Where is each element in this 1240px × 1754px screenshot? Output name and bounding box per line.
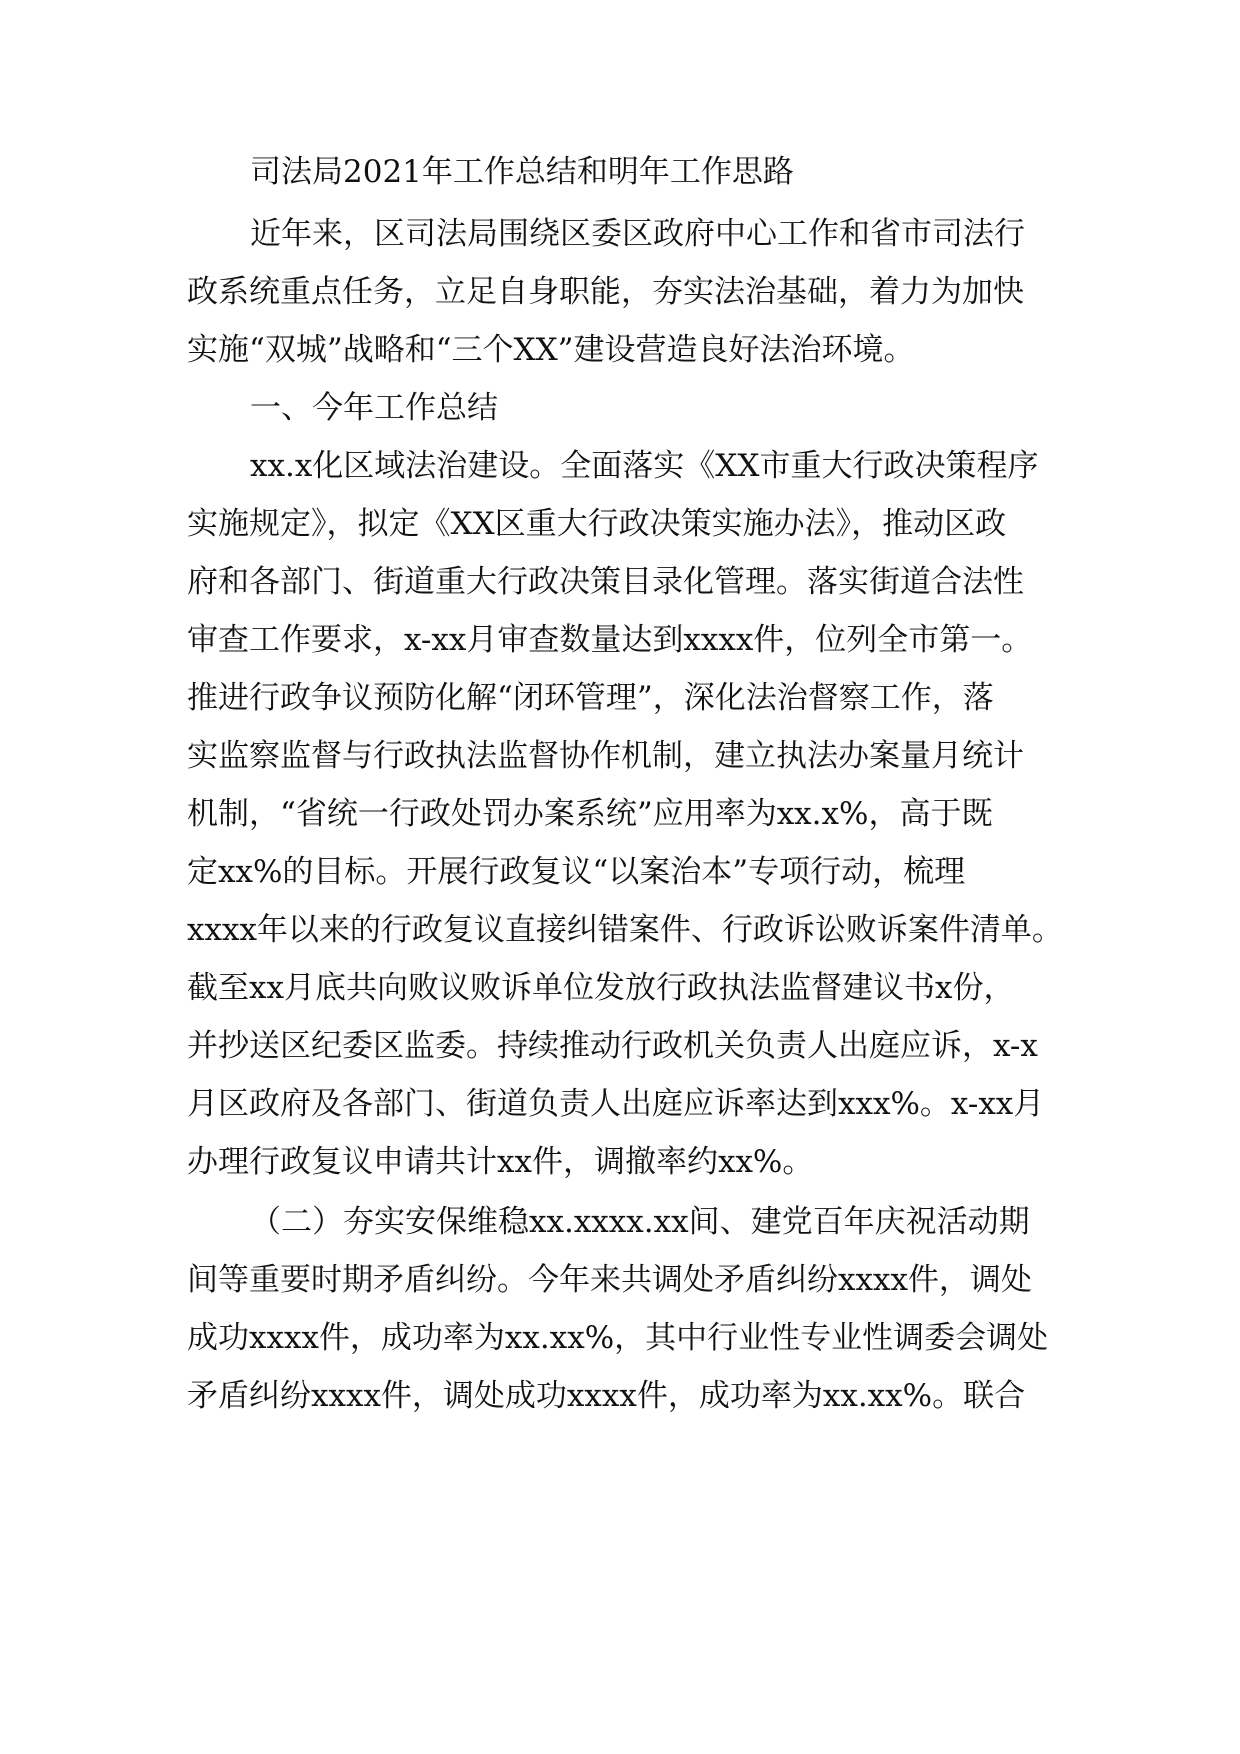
text-line: xx.x化区域法治建设。全面落实《XX市重大行政决策程序 [250, 448, 1039, 484]
text-line: 定xx%的目标。开展行政复议“以案治本”专项行动，梳理 [187, 854, 966, 890]
section-heading: 一、今年工作总结 [250, 390, 498, 426]
text-line: 成功xxxx件，成功率为xx.xx%，其中行业性专业性调委会调处 [187, 1320, 1049, 1356]
text-line: 并抄送区纪委区监委。持续推动行政机关负责人出庭应诉，x-x [187, 1028, 1038, 1064]
text-line: 矛盾纠纷xxxx件，调处成功xxxx件，成功率为xx.xx%。联合 [187, 1378, 1026, 1414]
text-line: 实施规定》，拟定《XX区重大行政决策实施办法》，推动区政 [187, 506, 1007, 542]
text-line: 办理行政复议申请共计xx件，调撤率约xx%。 [187, 1144, 814, 1180]
text-line: xxxx年以来的行政复议直接纠错案件、行政诉讼败诉案件清单。 [187, 912, 1063, 948]
text-line: 实施“双城”战略和“三个XX”建设营造良好法治环境。 [187, 332, 915, 368]
text-line: 截至xx月底共向败议败诉单位发放行政执法监督建议书x份， [187, 970, 1015, 1006]
document-title: 司法局2021年工作总结和明年工作思路 [250, 154, 794, 190]
section-heading-2: （二）夯实安保维稳xx.xxxx.xx间、建党百年庆祝活动期 [250, 1204, 1030, 1240]
text-line: 政系统重点任务，立足自身职能，夯实法治基础，着力为加快 [187, 274, 1024, 310]
text-line: 间等重要时期矛盾纠纷。今年来共调处矛盾纠纷xxxx件，调处 [187, 1262, 1032, 1298]
text-line: 月区政府及各部门、街道负责人出庭应诉率达到xxx%。x-xx月 [187, 1086, 1045, 1122]
text-line: 推进行政争议预防化解“闭环管理”，深化法治督察工作，落 [187, 680, 994, 716]
text-line: 府和各部门、街道重大行政决策目录化管理。落实街道合法性 [187, 564, 1024, 600]
text-line: 机制，“省统一行政处罚办案系统”应用率为xx.x%，高于既 [187, 796, 993, 832]
text-line: 实监察监督与行政执法监督协作机制，建立执法办案量月统计 [187, 738, 1024, 774]
text-line: 审查工作要求，x-xx月审查数量达到xxxx件，位列全市第一。 [187, 622, 1033, 658]
text-line: 近年来，区司法局围绕区委区政府中心工作和省市司法行 [250, 216, 1025, 252]
